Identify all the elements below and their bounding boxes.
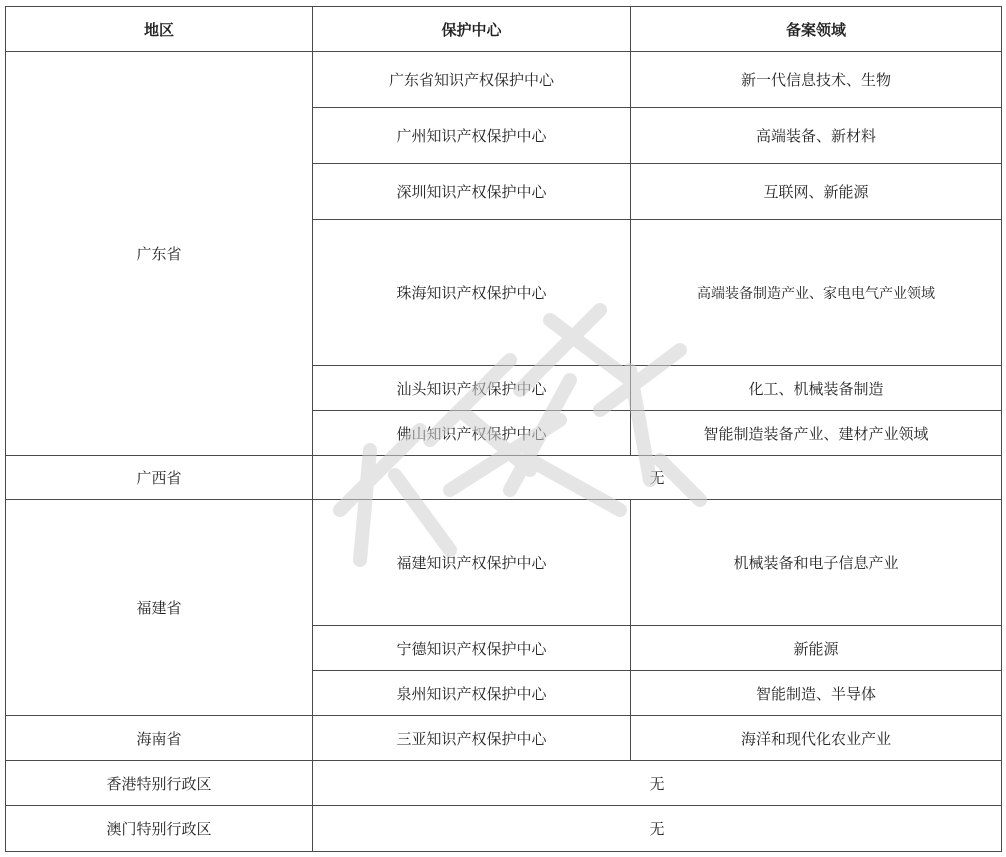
header-center: 保护中心 — [313, 7, 631, 52]
table-row — [6, 716, 1002, 761]
header-row — [6, 7, 1002, 52]
center-cell: 三亚知识产权保护中心 — [313, 716, 631, 761]
field-cell: 高端装备制造产业、家电电气产业领域 — [631, 220, 1002, 366]
region-guangxi: 广西省 — [6, 456, 313, 500]
none-cell: 无 — [313, 806, 1002, 852]
field-cell: 互联网、新能源 — [631, 164, 1002, 220]
center-cell: 广东省知识产权保护中心 — [313, 52, 631, 108]
center-cell: 广州知识产权保护中心 — [313, 108, 631, 164]
center-cell: 深圳知识产权保护中心 — [313, 164, 631, 220]
field-cell: 新一代信息技术、生物 — [631, 52, 1002, 108]
center-cell: 福建知识产权保护中心 — [313, 500, 631, 626]
region-hongkong: 香港特别行政区 — [6, 761, 313, 806]
none-cell: 无 — [313, 761, 1002, 806]
region-hainan: 海南省 — [6, 716, 313, 761]
region-fujian: 福建省 — [6, 500, 313, 716]
region-macau: 澳门特别行政区 — [6, 806, 313, 852]
center-cell: 佛山知识产权保护中心 — [313, 411, 631, 456]
table-row — [6, 52, 1002, 108]
center-cell: 泉州知识产权保护中心 — [313, 671, 631, 716]
field-cell: 新能源 — [631, 626, 1002, 671]
field-cell: 化工、机械装备制造 — [631, 366, 1002, 411]
header-region: 地区 — [6, 7, 313, 52]
field-cell: 智能制造、半导体 — [631, 671, 1002, 716]
table-row — [6, 456, 1002, 500]
field-cell: 智能制造装备产业、建材产业领域 — [631, 411, 1002, 456]
protection-center-table — [5, 6, 1002, 852]
table-row — [6, 761, 1002, 806]
field-cell: 高端装备、新材料 — [631, 108, 1002, 164]
center-cell: 宁德知识产权保护中心 — [313, 626, 631, 671]
field-cell: 海洋和现代化农业产业 — [631, 716, 1002, 761]
center-cell: 汕头知识产权保护中心 — [313, 366, 631, 411]
center-cell: 珠海知识产权保护中心 — [313, 220, 631, 366]
region-guangdong: 广东省 — [6, 52, 313, 456]
field-cell: 机械装备和电子信息产业 — [631, 500, 1002, 626]
table-row — [6, 806, 1002, 852]
none-cell: 无 — [313, 456, 1002, 500]
header-field: 备案领域 — [631, 7, 1002, 52]
table-row — [6, 500, 1002, 626]
